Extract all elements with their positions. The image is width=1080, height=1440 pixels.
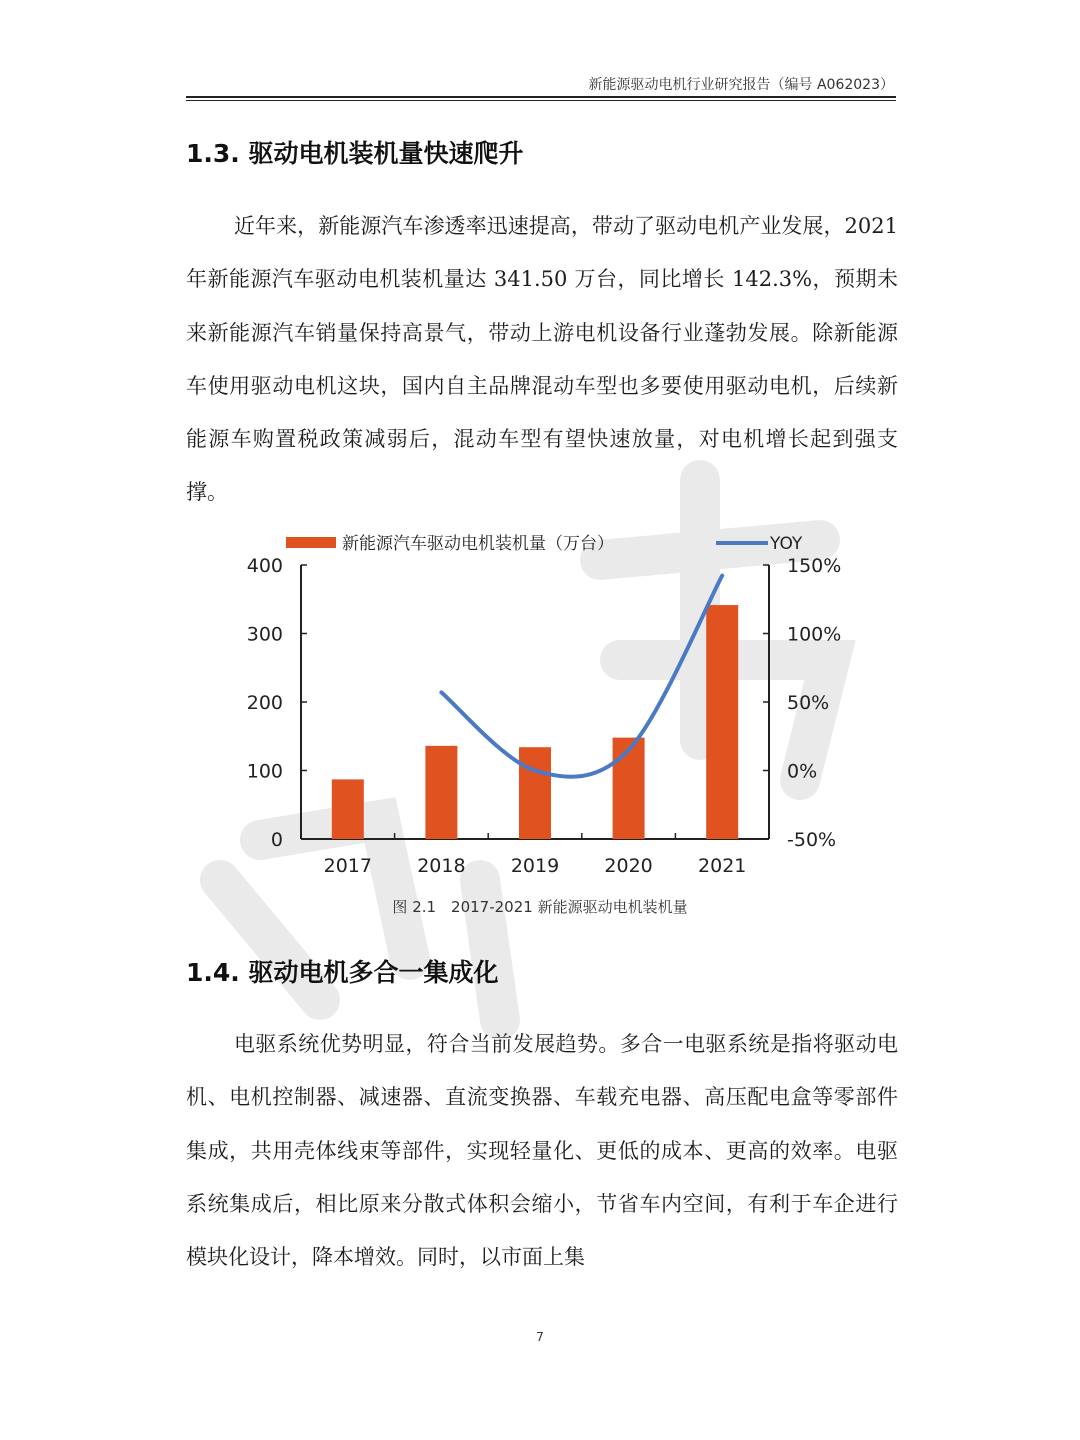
bar-2021 <box>706 605 738 839</box>
header-rule <box>186 96 896 98</box>
figure-caption: 图 2.1 2017-2021 新能源驱动电机装机量 <box>392 898 688 916</box>
chart-legend <box>286 534 803 554</box>
y-tick-label-left: 400 <box>246 555 283 577</box>
bar-2017 <box>332 779 364 839</box>
y-tick-label-right: 100% <box>787 623 842 646</box>
bar-2018 <box>425 746 457 839</box>
legend-line-label: YOY <box>770 534 803 554</box>
y-tick-label-left: 100 <box>246 760 283 783</box>
y-tick-label-right: 150% <box>787 555 842 577</box>
page-number: 7 <box>536 1330 544 1344</box>
x-tick-label: 2021 <box>698 855 747 877</box>
x-tick-label: 2019 <box>510 855 560 877</box>
section-heading-1-3: 1.3. 驱动电机装机量快速爬升 <box>186 139 524 168</box>
installed-capacity-chart <box>230 525 870 885</box>
x-tick-label: 2017 <box>323 855 372 877</box>
report-header-title: 新能源驱动电机行业研究报告（编号 A062023） <box>588 77 894 93</box>
chart-svg <box>230 525 870 885</box>
legend-bar-swatch <box>286 537 336 548</box>
x-tick-label: 2020 <box>604 855 653 877</box>
chart-bars <box>332 605 738 839</box>
bar-2019 <box>519 747 551 839</box>
header-rule-thin <box>186 100 896 101</box>
y-tick-label-right: 50% <box>787 692 830 714</box>
section-paragraph-1-3: 近年来，新能源汽车渗透率迅速提高，带动了驱动电机产业发展，2021 年新能源汽车驱动电机装机量达 341.50 万台，同比增长 142.3%，预期未来新能源汽车销量保持高景气，带动上游电机设备行业蓬勃发展。除新能源车使用驱动电机这块，国内自主品牌混动车型也多要使用驱动电机，后续新能源车购置税政策减弱后，混动车型有望快速放量，对电机增长起到强支撑。 <box>186 214 898 505</box>
y-tick-label-right: -50% <box>787 829 837 851</box>
y-tick-label-right: 0% <box>787 760 818 783</box>
chart-line <box>441 576 722 777</box>
bar-2020 <box>613 738 645 839</box>
section-heading-1-4: 1.4. 驱动电机多合一集成化 <box>186 958 499 987</box>
yoy-line <box>441 576 722 777</box>
y-tick-label-left: 300 <box>246 623 283 646</box>
legend-bar-label: 新能源汽车驱动电机装机量（万台） <box>342 534 614 554</box>
x-tick-label: 2018 <box>417 855 466 877</box>
y-tick-label-left: 200 <box>246 692 283 714</box>
y-tick-label-left: 0 <box>270 829 283 851</box>
section-paragraph-1-4: 电驱系统优势明显，符合当前发展趋势。多合一电驱系统是指将驱动电机、电机控制器、减速器、直流变换器、车载充电器、高压配电盒等零部件集成，共用壳体线束等部件，实现轻量化、更低的成本、更高的效率。电驱系统集成后，相比原来分散式体积会缩小，节省车内空间，有利于车企进行模块化设计，降本增效。同时，以市面上集 <box>186 1032 898 1270</box>
